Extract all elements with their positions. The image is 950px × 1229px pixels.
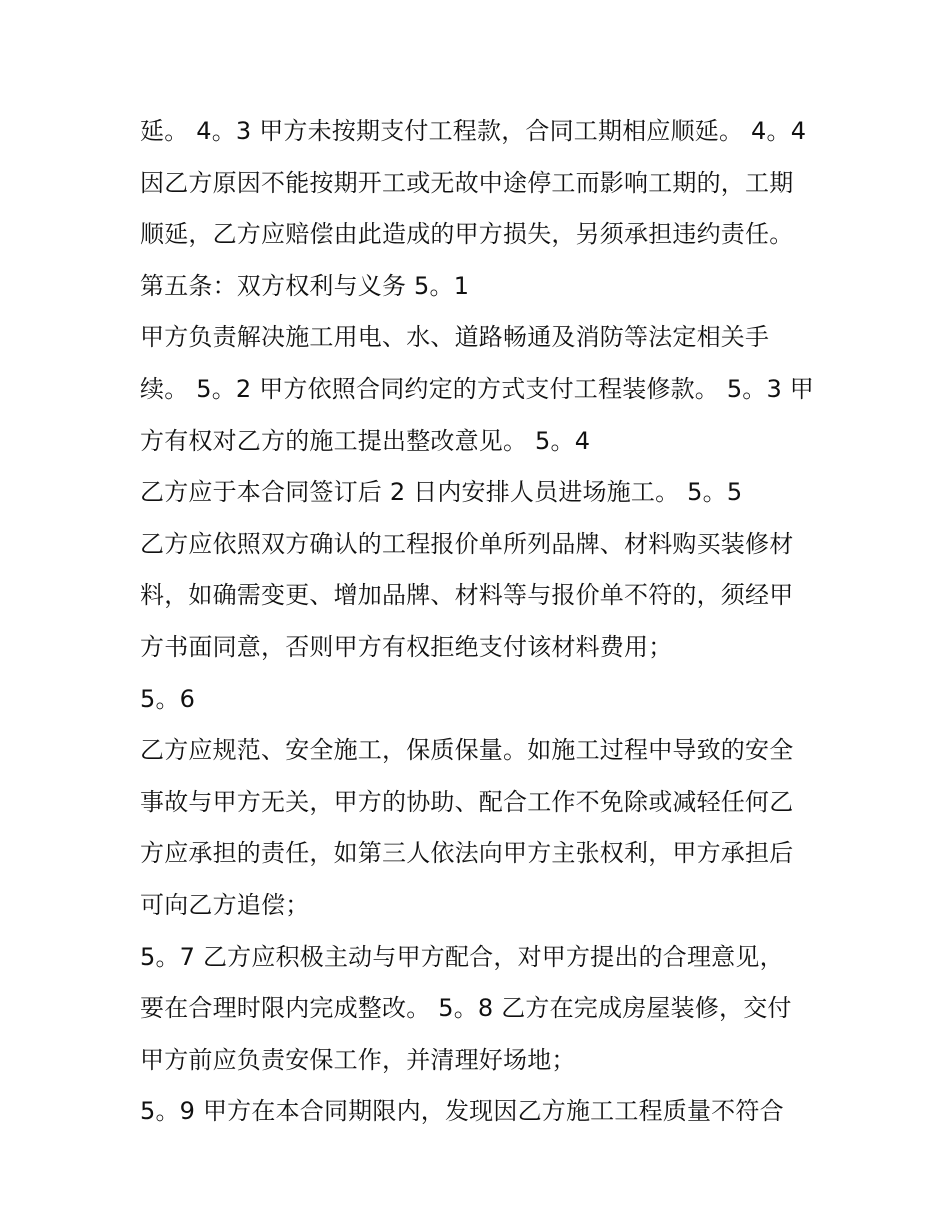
text-line: 事故与甲方无关，甲方的协助、配合工作不免除或减轻任何乙	[140, 787, 794, 816]
text-line: 延。 4。3 甲方未按期支付工程款，合同工期相应顺延。 4。4	[140, 117, 807, 145]
text-line: 5。9 甲方在本合同期限内，发现因乙方施工工程质量不符合	[140, 1097, 784, 1126]
text-line: 第五条：双方权利与义务 5。1	[140, 271, 470, 300]
text-line: 甲方前应负责安保工作，并清理好场地；	[140, 1045, 576, 1074]
text-line: 甲方负责解决施工用电、水、道路畅通及消防等法定相关手	[140, 323, 770, 352]
text-line: 顺延，乙方应赔偿由此造成的甲方损失，另须承担违约责任。	[140, 220, 794, 249]
contract-text-body	[140, 106, 830, 1138]
text-line: 乙方应于本合同签订后 2 日内安排人员进场施工。 5。5	[140, 478, 743, 507]
text-line: 因乙方原因不能按期开工或无故中途停工而影响工期的，工期	[140, 168, 794, 197]
text-line: 方应承担的责任，如第三人依法向甲方主张权利，甲方承担后	[140, 839, 794, 868]
text-line: 5。7 乙方应积极主动与甲方配合，对甲方提出的合理意见，	[140, 942, 784, 971]
text-line: 乙方应规范、安全施工，保质保量。如施工过程中导致的安全	[140, 736, 794, 765]
text-line: 可向乙方追偿；	[140, 890, 310, 919]
text-line: 方有权对乙方的施工提出整改意见。 5。4	[140, 426, 591, 455]
text-line: 续。 5。2 甲方依照合同约定的方式支付工程装修款。 5。3 甲	[140, 374, 814, 403]
text-line: 乙方应依照双方确认的工程报价单所列品牌、材料购买装修材	[140, 529, 794, 558]
text-line: 要在合理时限内完成整改。 5。8 乙方在完成房屋装修，交付	[140, 994, 792, 1023]
text-line: 方书面同意，否则甲方有权拒绝支付该材料费用；	[140, 632, 673, 661]
text-line: 5。6	[140, 684, 196, 713]
text-line: 料，如确需变更、增加品牌、材料等与报价单不符的，须经甲	[140, 581, 794, 610]
